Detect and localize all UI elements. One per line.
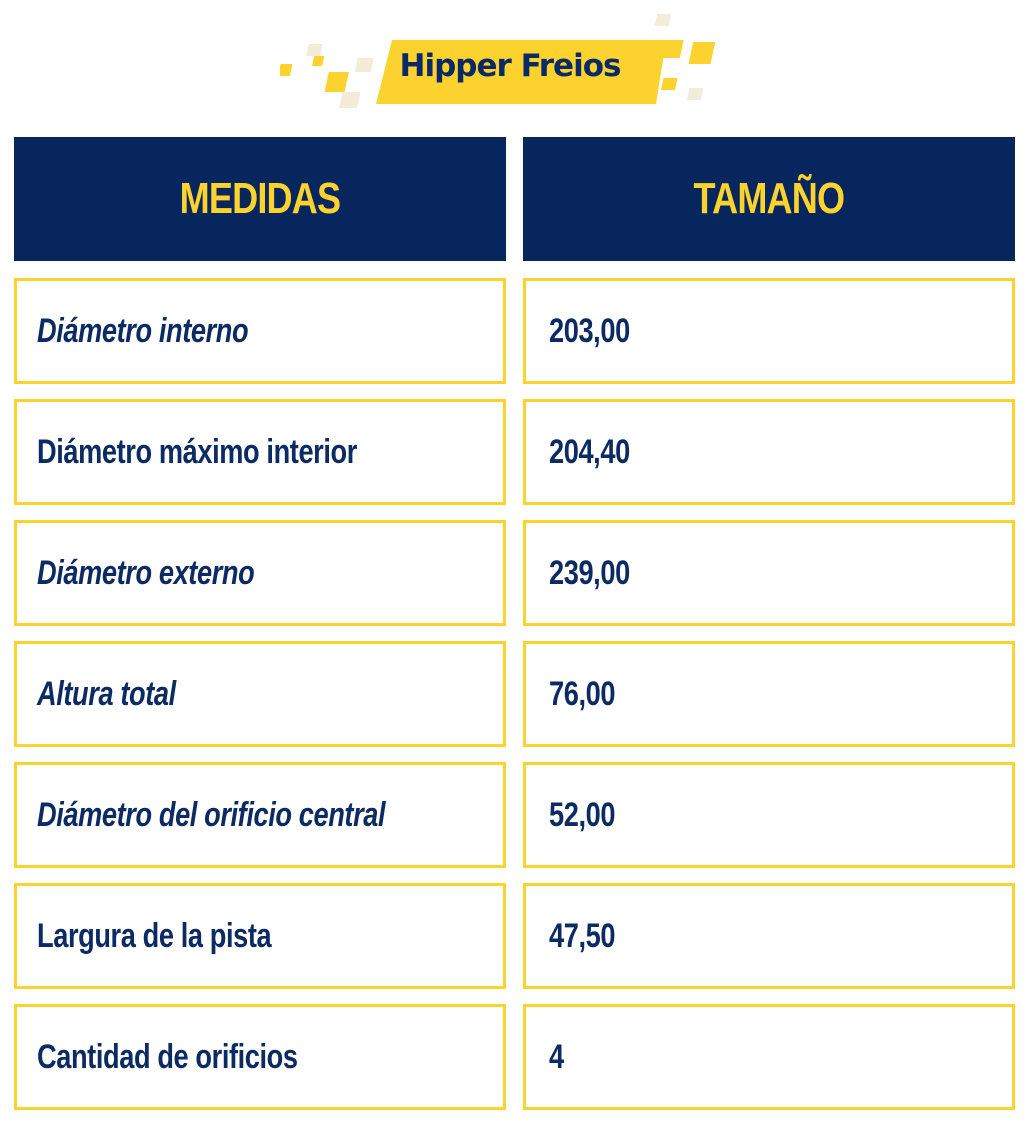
measure-label: Diámetro interno [14,278,506,384]
measurements-table [14,137,1015,1125]
measure-value: 47,50 [523,883,1015,989]
header-tamano: TAMAÑO [523,137,1015,261]
table-row [14,762,1015,868]
table-row [14,399,1015,505]
table-row [14,883,1015,989]
measure-label: Diámetro máximo interior [14,399,506,505]
measure-value: 203,00 [523,278,1015,384]
measure-label: Diámetro del orificio central [14,762,506,868]
measure-value: 204,40 [523,399,1015,505]
measure-label: Largura de la pista [14,883,506,989]
measure-value: 52,00 [523,762,1015,868]
measure-label: Cantidad de orificios [14,1004,506,1110]
table-header-row [14,137,1015,261]
measure-label: Diámetro externo [14,520,506,626]
header-medidas: MEDIDAS [14,137,506,261]
brand-logo [280,10,740,120]
brand-name: Hipper Freios [399,48,621,84]
measure-label: Altura total [14,641,506,747]
table-row [14,278,1015,384]
table-row [14,1004,1015,1110]
measure-value: 4 [523,1004,1015,1110]
table-row [14,520,1015,626]
measure-value: 239,00 [523,520,1015,626]
table-row [14,641,1015,747]
measure-value: 76,00 [523,641,1015,747]
